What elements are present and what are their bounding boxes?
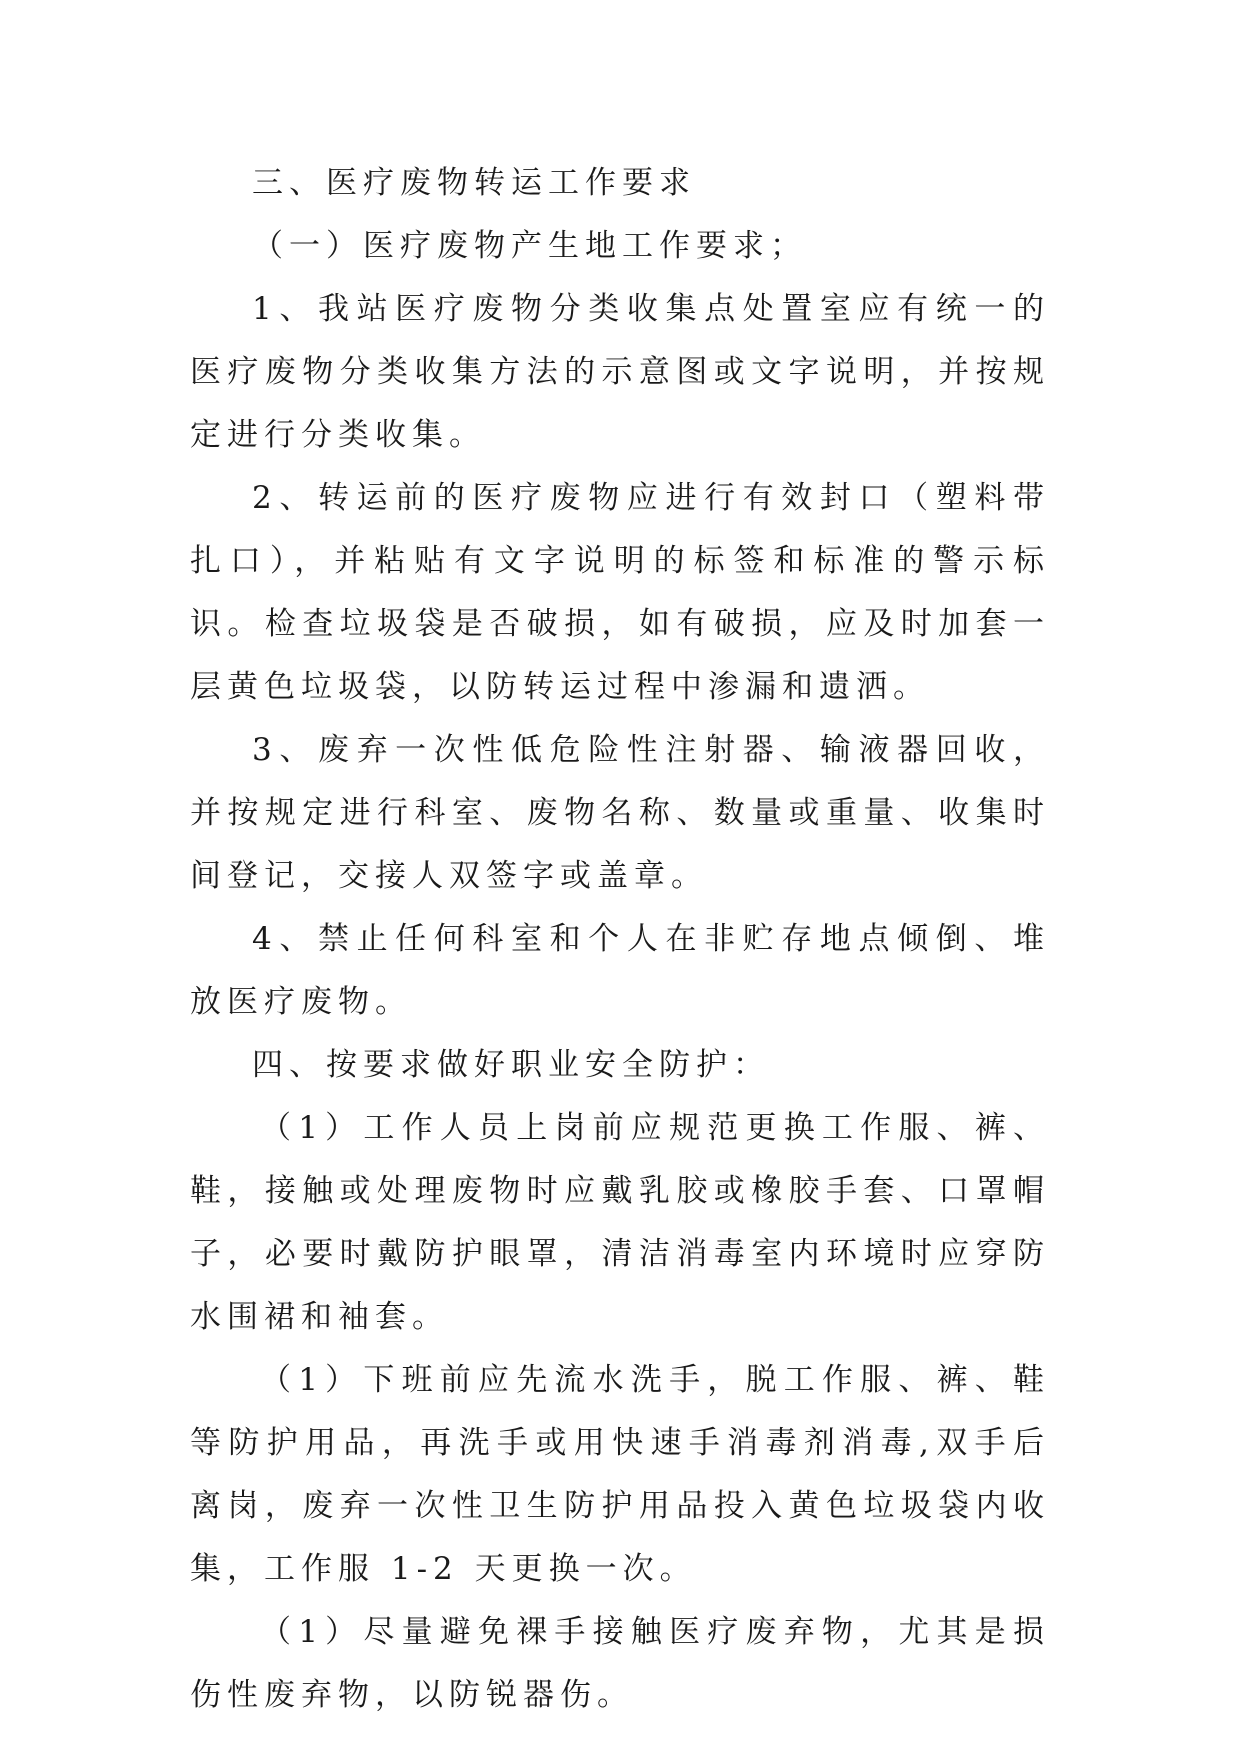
section-heading: 四、按要求做好职业安全防护： — [252, 1047, 770, 1083]
paragraph: （1）尽量避免裸手接触医疗废弃物，尤其是损伤性废弃物，以防锐器伤。 — [190, 1614, 1050, 1713]
paragraph: 4、禁止任何科室和个人在非贮存地点倾倒、堆放医疗废物。 — [190, 921, 1050, 1020]
section-heading: 三、医疗废物转运工作要求 — [252, 165, 696, 201]
paragraph: 3、废弃一次性低危险性注射器、输液器回收，并按规定进行科室、废物名称、数量或重量、收集时间登记，交接人双签字或盖章。 — [190, 732, 1050, 894]
paragraph: （1）工作人员上岗前应规范更换工作服、裤、鞋，接触或处理废物时应戴乳胶或橡胶手套、口罩帽子，必要时戴防护眼罩，清洁消毒室内环境时应穿防水围裙和袖套。 — [190, 1110, 1050, 1335]
paragraph: 2、转运前的医疗废物应进行有效封口（塑料带扎口），并粘贴有文字说明的标签和标准的警示标识。检查垃圾袋是否破损，如有破损，应及时加套一层黄色垃圾袋，以防转运过程中渗漏和遗洒。 — [190, 480, 1050, 705]
paragraph: （1）下班前应先流水洗手，脱工作服、裤、鞋等防护用品，再洗手或用快速手消毒剂消毒,双手后离岗，废弃一次性卫生防护用品投入黄色垃圾袋内收集，工作服 1-2 天更换一次。 — [190, 1362, 1050, 1587]
document-body — [190, 152, 1050, 1727]
paragraph: 1、我站医疗废物分类收集点处置室应有统一的医疗废物分类收集方法的示意图或文字说明，并按规定进行分类收集。 — [190, 291, 1050, 453]
subsection-heading: （一）医疗废物产生地工作要求； — [252, 228, 807, 264]
